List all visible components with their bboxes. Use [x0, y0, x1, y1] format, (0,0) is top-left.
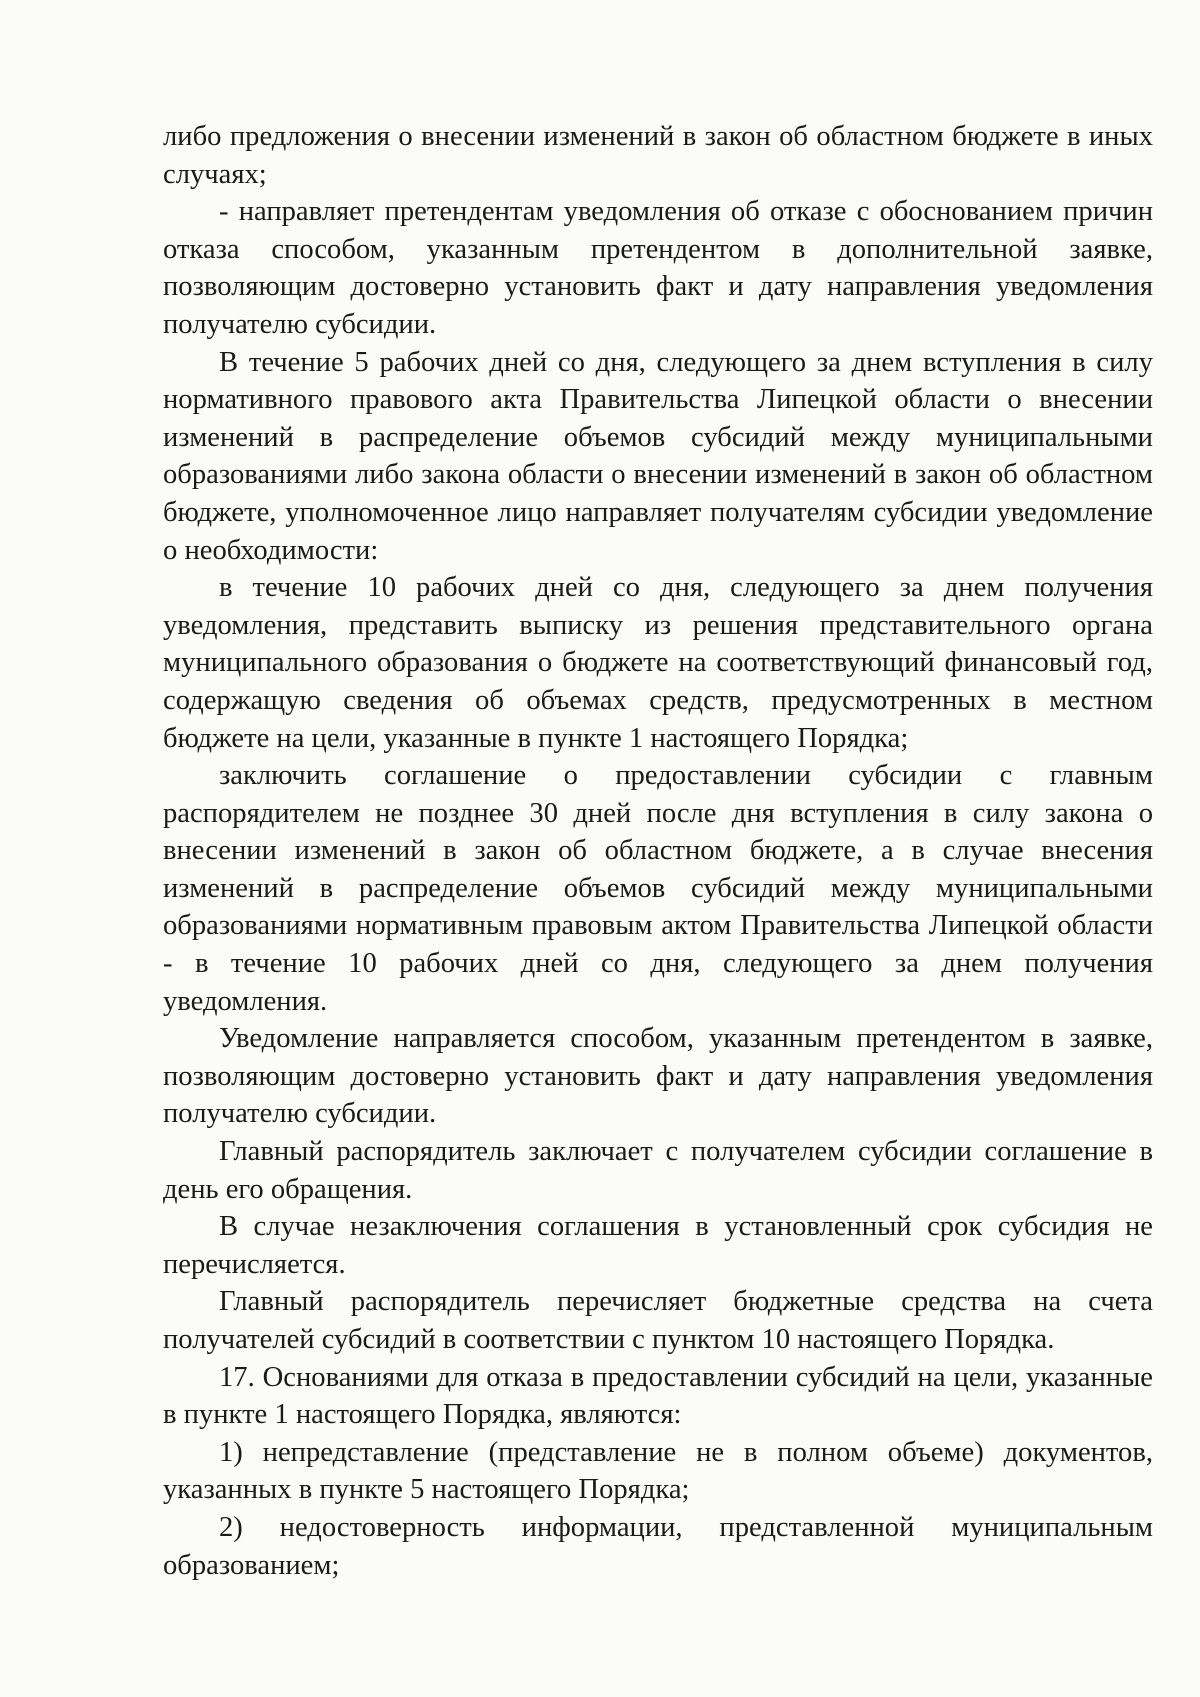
- paragraph: 1) непредставление (представление не в полном объеме) документов, указанных в пункте 5 настоящего Порядка;: [163, 1436, 1153, 1506]
- paragraph: - направляет претендентам уведомления об отказе с обоснованием причин отказа способом, указанным претендентом в дополнительной заявке, позволяющим достоверно установить факт и дату направления уведомления получателю субсидии.: [163, 196, 1153, 340]
- paragraph: В течение 5 рабочих дней со дня, следующего за днем вступления в силу нормативного правового акта Правительства Липецкой области о внесении изменений в распределение объемов субсидий между муниципальными образованиями либо закона области о внесении изменений в закон об областном бюджете, уполномоченное лицо направляет получателям субсидии уведомление о необходимости:: [163, 346, 1153, 566]
- paragraph: Главный распорядитель заключает с получателем субсидии соглашение в день его обращения.: [163, 1136, 1153, 1205]
- paragraph: заключить соглашение о предоставлении субсидии с главным распорядителем не позднее 30 дней после дня вступления в силу закона о внесении изменений в закон об областном бюджете, а в случае внесения изменений в распределение объемов субсидий между муниципальными образованиями нормативным правовым актом Правительства Липецкой области - в течение 10 рабочих дней со дня, следующего за днем получения уведомления.: [163, 760, 1153, 1017]
- paragraph: Уведомление направляется способом, указанным претендентом в заявке, позволяющим достоверно установить факт и дату направления уведомления получателю субсидии.: [163, 1023, 1153, 1130]
- paragraph: В случае незаключения соглашения в установленный срок субсидия не перечисляется.: [163, 1211, 1153, 1280]
- paragraph: в течение 10 рабочих дней со дня, следующего за днем получения уведомления, представить выписку из решения представительного органа муниципального образования о бюджете на соответствующий финансовый год, содержащую сведения об объемах средств, предусмотренных в местном бюджете на цели, указанные в пункте 1 настоящего Порядка;: [163, 572, 1153, 754]
- document-body: [163, 118, 1153, 1584]
- paragraph: 17. Основаниями для отказа в предоставлении субсидий на цели, указанные в пункте 1 настоящего Порядка, являются:: [163, 1361, 1153, 1431]
- paragraph: либо предложения о внесении изменений в закон об областном бюджете в иных случаях;: [163, 121, 1153, 190]
- paragraph: 2) недостоверность информации, представленной муниципальным образованием;: [163, 1511, 1153, 1581]
- paragraph: Главный распорядитель перечисляет бюджетные средства на счета получателей субсидий в соответствии с пунктом 10 настоящего Порядка.: [163, 1286, 1153, 1355]
